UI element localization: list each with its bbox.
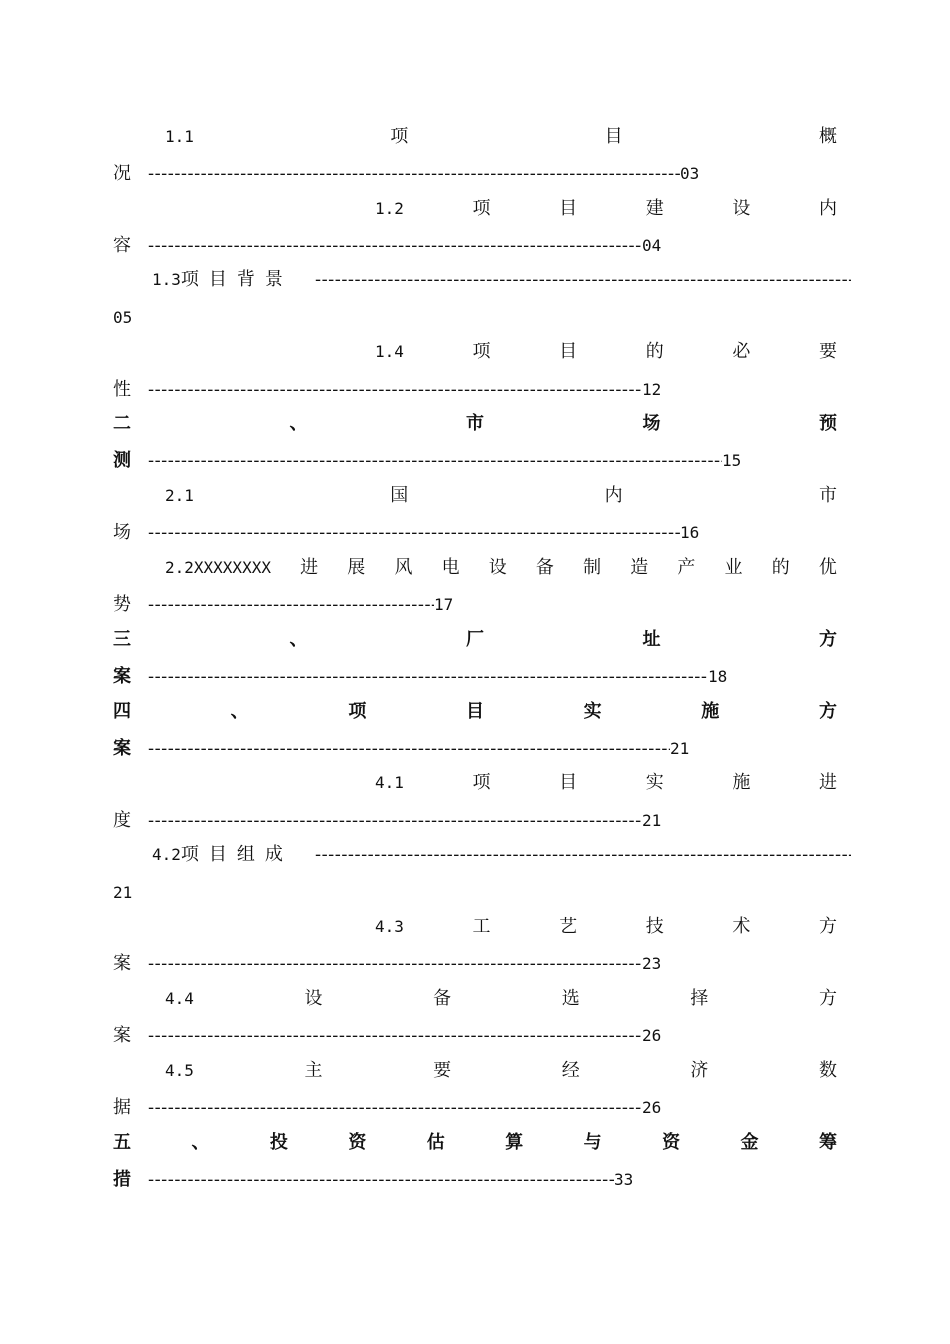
toc-char: 要 [433,1060,452,1081]
toc-char: 制 [583,557,602,578]
toc-entry-4-4[interactable] [113,986,837,1012]
toc-leader [148,808,668,834]
toc-entry-2-1[interactable] [113,483,837,509]
toc-char: 目 [559,341,578,362]
toc-char: 展 [347,557,366,578]
toc-number: 1.3 [152,270,181,289]
toc-char: 址 [642,629,661,650]
toc-entry-1-1[interactable] [113,124,837,150]
toc-number: 4.5 [165,1061,194,1080]
toc-continuation: 容 [113,235,131,256]
toc-char: 方 [818,916,837,937]
toc-char: 目 [604,126,623,147]
toc-continuation: 况 [113,163,131,184]
toc-char: 项 [180,844,199,865]
toc-continuation: 测 [113,450,131,471]
toc-entry-4-3[interactable] [375,914,837,940]
toc-char: 目 [208,269,227,290]
toc-char: 实 [645,772,664,793]
toc-entry-4-1[interactable] [375,770,837,796]
toc-char: 内 [604,485,623,506]
toc-continuation: 据 [113,1097,131,1118]
toc-char: 景 [264,269,283,290]
toc-char: 背 [236,269,255,290]
toc-continuation: 性 [113,379,131,400]
toc-number: 1.4 [375,342,404,361]
toc-entry-1-2[interactable] [375,196,837,222]
toc-continuation: 案 [113,1025,131,1046]
toc-entry-5[interactable] [113,1130,837,1156]
toc-char: 造 [630,557,649,578]
toc-page-number: 23 [642,954,662,973]
toc-char: 艺 [559,916,578,937]
toc-char: 术 [732,916,751,937]
toc-char: 市 [466,413,484,434]
toc-char: 、 [289,413,308,434]
toc-char: 、 [230,701,249,722]
toc-continuation: 案 [113,666,131,687]
toc-char: 主 [304,1060,323,1081]
toc-page-number: 26 [642,1026,662,1045]
toc-number: 4.2 [152,845,181,864]
toc-number: 2.1 [165,486,194,505]
toc-char: 施 [701,701,720,722]
toc-number: 四 [113,701,131,722]
toc-char: 、 [191,1132,210,1153]
toc-char: 必 [732,341,751,362]
toc-page-number: 05 [113,308,133,327]
toc-page-number: 12 [642,380,662,399]
toc-char: 工 [472,916,491,937]
toc-number: 1.1 [165,127,194,146]
toc-leader [315,842,851,868]
toc-entry-1-4[interactable] [375,339,837,365]
toc-page-number: 18 [708,667,728,686]
toc-leader [148,161,708,187]
toc-leader [148,377,668,403]
toc-entry-3[interactable] [113,627,837,653]
toc-char: 要 [818,341,837,362]
toc-leader [148,1095,668,1121]
toc-continuation: 场 [113,522,131,543]
toc-char: 备 [433,988,452,1009]
toc-char: 风 [394,557,413,578]
toc-continuation: 案 [113,953,131,974]
toc-char: 项 [348,701,367,722]
toc-char: 设 [488,557,507,578]
toc-continuation: 势 [113,594,131,615]
toc-char: 项 [180,269,199,290]
toc-char: 设 [732,198,751,219]
toc-page-number: 16 [680,523,700,542]
toc-char: 、 [289,629,308,650]
toc-entry-4-5[interactable] [113,1058,837,1084]
toc-char: 施 [732,772,751,793]
toc-leader [148,592,468,618]
toc-char: 实 [583,701,602,722]
toc-char: 择 [690,988,709,1009]
toc-char: 进 [300,557,319,578]
toc-page-number: 21 [670,739,690,758]
toc-char: 项 [472,772,491,793]
toc-char: 筹 [818,1132,837,1153]
toc-char: 预 [819,413,837,434]
toc-char: 数 [818,1060,837,1081]
toc-char: 项 [472,341,491,362]
toc-char: 资 [662,1132,681,1153]
toc-continuation: 措 [113,1169,131,1190]
toc-char: 技 [645,916,664,937]
toc-entry-4[interactable] [113,699,837,725]
toc-char: 项 [390,126,409,147]
toc-leader [148,736,698,762]
toc-entry-4-2[interactable] [152,842,283,868]
toc-char: 产 [677,557,696,578]
toc-page-number: 15 [722,451,742,470]
toc-number: 2.2XXXXXXXX [165,558,271,577]
toc-char: 金 [740,1132,759,1153]
toc-char: 国 [390,485,409,506]
toc-char: 项 [472,198,491,219]
toc-char: 设 [304,988,323,1009]
toc-page-number: 04 [642,236,662,255]
toc-char: 业 [724,557,743,578]
toc-entry-1-3[interactable] [152,267,283,293]
toc-leader [148,1167,648,1193]
toc-char: 备 [535,557,554,578]
toc-entry-2[interactable] [113,411,837,437]
toc-page-number: 17 [434,595,454,614]
toc-char: 内 [818,198,837,219]
toc-char: 市 [818,485,837,506]
toc-char: 目 [559,772,578,793]
toc-char: 目 [208,844,227,865]
toc-continuation: 案 [113,738,131,759]
toc-char: 资 [348,1132,367,1153]
toc-char: 目 [559,198,578,219]
toc-leader [148,448,748,474]
toc-entry-2-2[interactable] [113,555,837,581]
toc-number: 1.2 [375,199,404,218]
toc-number: 4.1 [375,773,404,792]
toc-char: 进 [818,772,837,793]
toc-leader [148,664,738,690]
toc-number: 4.4 [165,989,194,1008]
toc-char: 方 [818,988,837,1009]
toc-char: 济 [690,1060,709,1081]
toc-char: 目 [465,701,484,722]
toc-continuation: 度 [113,810,131,831]
toc-char: 经 [561,1060,580,1081]
toc-number: 二 [113,413,131,434]
toc-char: 的 [771,557,790,578]
toc-page-number: 03 [680,164,700,183]
toc-leader [315,267,851,293]
toc-char: 估 [426,1132,445,1153]
toc-leader [148,1023,668,1049]
toc-leader [148,233,668,259]
toc-char: 优 [818,557,837,578]
toc-leader [148,951,668,977]
toc-char: 投 [269,1132,288,1153]
toc-char: 方 [818,701,837,722]
toc-char: 厂 [466,629,484,650]
toc-page-number: 33 [614,1170,634,1189]
toc-char: 算 [505,1132,524,1153]
toc-number: 三 [113,629,131,650]
toc-char: 概 [818,126,837,147]
toc-char: 成 [264,844,283,865]
toc-char: 选 [561,988,580,1009]
toc-char: 电 [441,557,460,578]
toc-page-number: 21 [642,811,662,830]
toc-char: 的 [645,341,664,362]
toc-page-number: 26 [642,1098,662,1117]
toc-number: 五 [113,1132,131,1153]
toc-leader [148,520,708,546]
toc-char: 与 [583,1132,602,1153]
toc-number: 4.3 [375,917,404,936]
toc-char: 场 [642,413,661,434]
toc-char: 建 [645,198,664,219]
toc-char: 方 [819,629,837,650]
toc-page-number: 21 [113,883,133,902]
toc-char: 组 [236,844,255,865]
